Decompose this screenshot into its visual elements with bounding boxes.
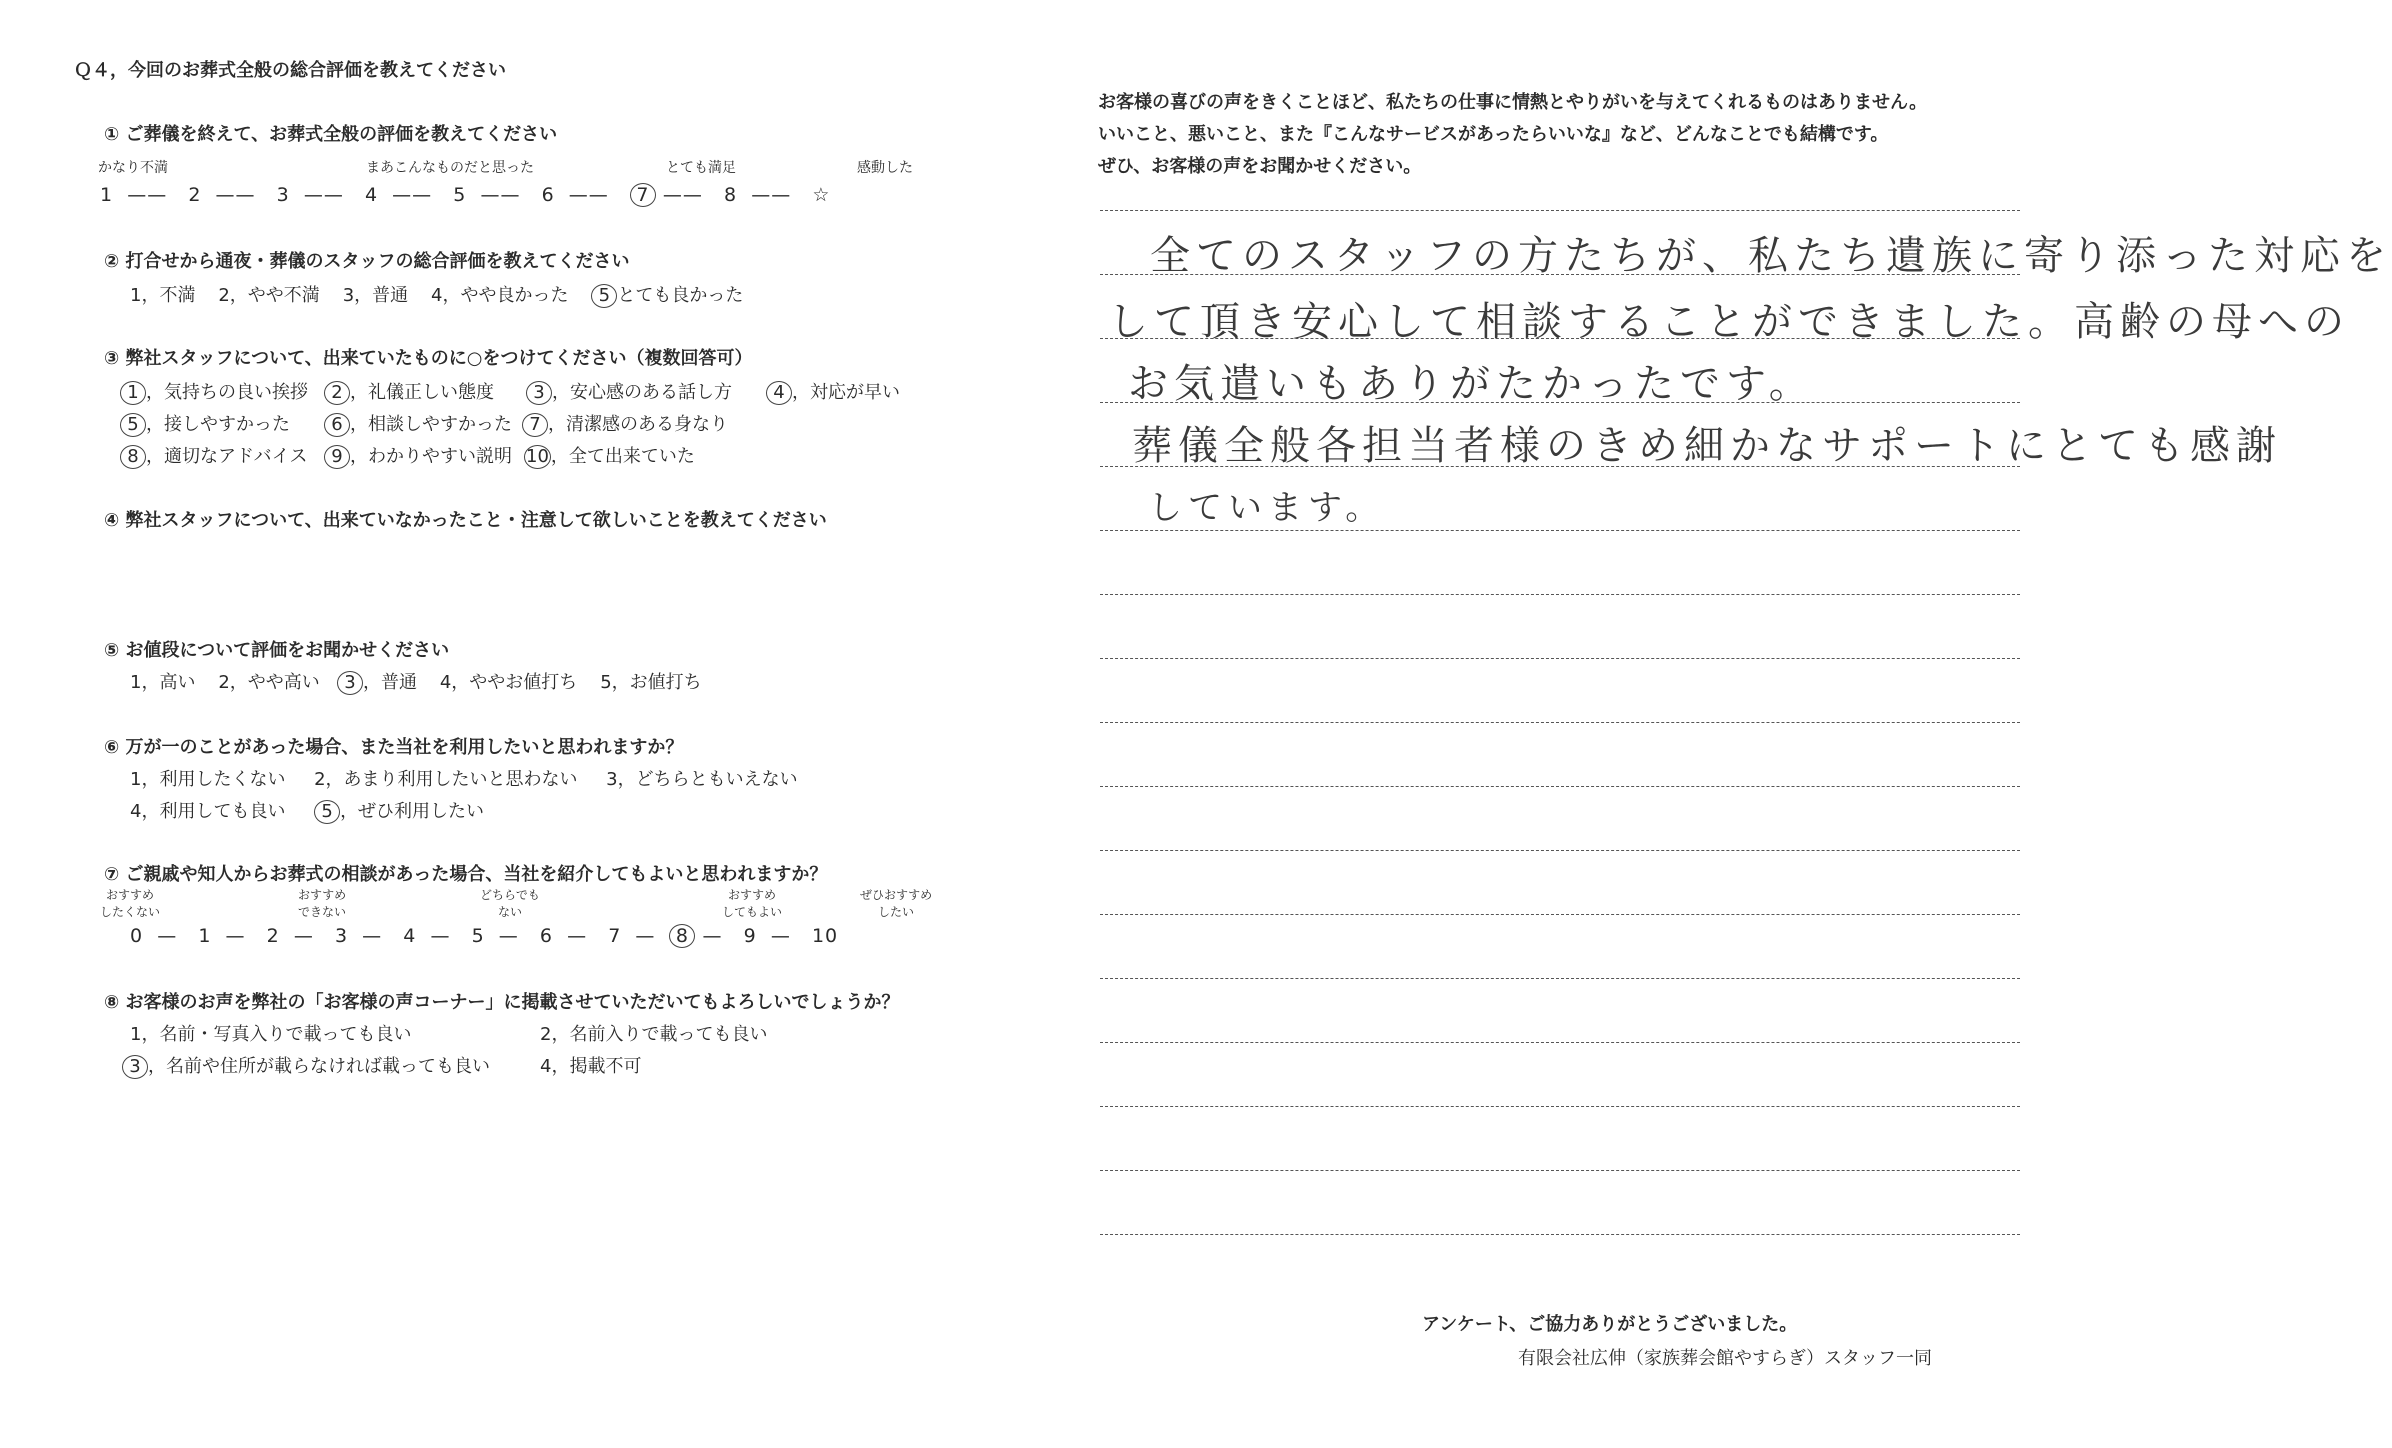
q6-option-4[interactable]: 4，利用しても良い [130,801,286,822]
scale-separator: — [362,925,383,947]
q8-option-1[interactable]: 1，名前・写真入りで載っても良い [130,1024,412,1045]
q3-num-3-selected: 3 [526,381,552,405]
q5-option-5[interactable]: 5，お値打ち [600,672,702,693]
q1-label-star: 感動した [857,160,913,176]
q4-title: ④ 弊社スタッフについて、出来ていなかったこと・注意して欲しいことを教えてください [104,510,827,531]
scale-separator: —— [662,184,703,206]
writing-line [1100,978,2020,979]
q7-option-2[interactable]: 2 [266,925,280,947]
q2-option-4[interactable]: 4，やや良かった [431,285,569,306]
q1-title: ① ご葬儀を終えて、お葬式全般の評価を教えてください [104,124,558,145]
company-signature: 有限会社広伸（家族葬会館やすらぎ）スタッフ一同 [1518,1348,1932,1369]
q7-option-5[interactable]: 5 [471,925,485,947]
q1-option-7-selected[interactable]: 7 [630,183,656,207]
q8-title: ⑧ お客様のお声を弊社の「お客様の声コーナー」に掲載させていただいてもよろしいでしょうか？ [104,992,900,1013]
q6-title: ⑥ 万が一のことがあった場合、また当社を利用したいと思われますか？ [104,737,684,758]
q7-label-2-line1: おすすめ [298,888,347,902]
q5-option-2[interactable]: 2，やや高い [218,672,320,693]
q8-option-3-selected: 3 [122,1055,148,1079]
q7-option-3[interactable]: 3 [334,925,349,947]
q8-option-3-label: ，名前や住所が載らなければ載っても良い [148,1056,490,1077]
q2-option-2[interactable]: 2，やや不満 [218,285,320,306]
writing-line [1100,658,2020,659]
q3-num-9-selected: 9 [324,445,350,469]
q2-title: ② 打合せから通夜・葬儀のスタッフの総合評価を教えてください [104,251,630,272]
writing-line [1100,1234,2020,1235]
q5-option-4[interactable]: 4，ややお値打ち [439,672,578,693]
q7-label-10-line1: ぜひおすすめ [860,888,933,902]
scale-separator: — [498,925,519,947]
q7-label-0-line2: したくない [100,905,161,919]
q7-label-10-line2: したい [878,905,915,919]
q7-label-5 [480,886,540,920]
q8-option-2[interactable]: 2，名前入りで載っても良い [540,1024,768,1045]
q3-item-7[interactable] [522,410,728,437]
q7-option-1[interactable]: 1 [198,925,212,947]
q6-option-2[interactable]: 2，あまり利用したいと思わない [314,769,578,790]
q7-label-2-line2: できない [298,905,347,919]
q5-option-1[interactable]: 1，高い [130,672,196,693]
q3-num-5-selected: 5 [120,413,146,437]
q3-label-3: ，安心感のある話し方 [552,382,732,403]
q3-item-5[interactable] [120,410,290,437]
q1-option-star[interactable]: ☆ [812,184,831,206]
scale-separator: — [702,925,723,947]
scale-separator: — [225,925,246,947]
q7-label-0-line1: おすすめ [105,888,155,902]
thanks-message: アンケート、ご協力ありがとうございました。 [1422,1314,1798,1335]
q3-label-10: ，全て出来ていた [550,446,695,467]
q6-option-5-selected[interactable]: 5 [314,800,340,824]
q3-item-8[interactable] [120,442,307,469]
q3-label-7: ，清潔感のある身なり [548,414,728,435]
q3-title: ③ 弊社スタッフについて、出来ていたものに○をつけてください（複数回答可） [104,348,753,369]
q3-label-9: ，わかりやすい説明 [350,446,512,467]
q1-option-4[interactable]: 4 [364,184,379,206]
q8-option-3[interactable] [122,1052,490,1079]
writing-line [1100,594,2020,595]
writing-line [1100,722,2020,723]
scale-separator: — [635,925,656,947]
q1-rating-scale [100,183,830,207]
q3-item-3[interactable] [526,378,732,405]
intro-line-2: いいこと、悪いこと、また『こんなサービスがあったらいいな』など、どんなことでも結構です。 [1098,124,1889,145]
scale-separator: —— [303,184,344,206]
q2-options [130,281,743,308]
q3-item-1[interactable] [120,378,308,405]
comment-line-3: お気遣いもありがたかったです。 [1128,361,1815,407]
q7-label-8-line1: おすすめ [727,888,777,902]
scale-separator: —— [215,184,256,206]
q1-option-6[interactable]: 6 [541,184,555,206]
scale-separator: — [157,925,178,947]
writing-line [1100,210,2020,211]
comment-line-4: 葬儀全般各担当者様のきめ細かなサポートにとても感謝 [1132,423,2282,469]
q3-label-2: ，礼儀正しい態度 [350,382,494,403]
comment-line-2: して頂き安心して相談することができました。高齢の母への [1108,299,2350,345]
q1-label-low: かなり不満 [98,160,168,176]
writing-line [1100,914,2020,915]
q7-option-10[interactable]: 10 [811,925,839,947]
q3-num-6-selected: 6 [324,413,350,437]
q3-item-10[interactable] [524,442,695,469]
q7-option-6[interactable]: 6 [539,925,553,947]
q1-label-mid: まあこんなものだと思った [366,160,534,176]
q3-item-9[interactable] [324,442,512,469]
survey-title: Ｑ４，今回のお葬式全般の総合評価を教えてください [74,60,506,81]
scale-separator: —— [127,184,168,206]
writing-line [1100,1170,2020,1171]
q5-option-3-label: ，普通 [362,672,417,693]
q2-option-3[interactable]: 3，普通 [342,285,409,306]
q7-label-10 [860,886,932,920]
comment-line-5: しています。 [1148,488,1386,528]
q6-option-5-label: ，ぜひ利用したい [340,801,485,822]
writing-line [1100,1042,2020,1043]
comment-line-1: 全てのスタッフの方たちが、私たち遺族に寄り添った対応を [1150,233,2392,279]
q7-rating-scale [130,924,838,948]
scale-separator: —— [568,184,609,206]
q7-label-0 [100,886,160,920]
q3-label-8: ，適切なアドバイス [146,446,308,467]
scale-separator: — [430,925,451,947]
q3-num-7-selected: 7 [522,413,548,437]
q2-option-5-label: とても良かった [617,285,744,306]
q1-option-2[interactable]: 2 [188,184,202,206]
q1-option-3[interactable]: 3 [276,184,290,206]
scale-separator: —— [392,184,433,206]
q3-num-1-selected: 1 [120,381,146,405]
q7-label-8 [722,886,782,920]
q6-options-row1 [130,765,798,791]
q6-options-row2 [130,797,484,824]
q5-title: ⑤ お値段について評価をお聞かせください [104,640,450,661]
writing-line [1100,1106,2020,1107]
q3-label-4: ，対応が早い [792,382,900,403]
q7-label-5-line1: どちらでも [480,888,540,902]
q8-option-4[interactable]: 4，掲載不可 [540,1056,642,1077]
q5-option-3-selected[interactable]: 3 [337,671,363,695]
scale-separator: — [293,925,314,947]
intro-line-1: お客様の喜びの声をきくことほど、私たちの仕事に情熱とやりがいを与えてくれるものはありません。 [1098,92,1928,113]
q3-item-2[interactable] [324,378,494,405]
q2-option-5-selected[interactable]: 5 [591,284,617,308]
q7-label-5-line2: ない [497,905,522,919]
q1-option-1[interactable]: 1 [100,184,114,206]
writing-line [1100,786,2020,787]
q3-num-4-selected: 4 [766,381,792,405]
intro-line-3: ぜひ、お客様の声をお聞かせください。 [1098,156,1422,177]
q5-options [130,668,702,695]
scale-separator: — [770,925,791,947]
q3-label-5: ，接しやすかった [146,414,290,435]
q7-option-4[interactable]: 4 [403,925,417,947]
q3-num-8-selected: 8 [120,445,146,469]
q3-item-6[interactable] [324,410,512,437]
q3-num-2-selected: 2 [324,381,350,405]
scale-separator: —— [480,184,521,206]
q3-label-6: ，相談しやすかった [350,414,512,435]
q7-option-8-selected[interactable]: 8 [669,924,695,948]
q7-option-0[interactable]: 0 [130,925,144,947]
q1-option-5[interactable]: 5 [453,184,467,206]
q3-item-4[interactable] [766,378,900,405]
q1-option-8[interactable]: 8 [724,184,738,206]
q7-label-2 [298,886,346,920]
writing-line [1100,530,2020,531]
q7-option-9[interactable]: 9 [743,925,757,947]
q7-label-8-line2: してもよい [722,905,783,919]
q6-option-3[interactable]: 3，どちらともいえない [606,769,798,790]
scale-separator: — [567,925,588,947]
q6-option-1[interactable]: 1，利用したくない [130,769,286,790]
q7-option-7[interactable]: 7 [608,925,622,947]
q7-title: ⑦ ご親戚や知人からお葬式の相談があった場合、当社を紹介してもよいと思われますか？ [104,864,828,885]
scale-separator: —— [751,184,792,206]
writing-line [1100,850,2020,851]
q2-option-1[interactable]: 1，不満 [130,285,196,306]
q3-num-10-selected: 10 [526,446,549,467]
q1-label-high: とても満足 [666,160,736,176]
q3-label-1: ，気持ちの良い挨拶 [146,382,308,403]
